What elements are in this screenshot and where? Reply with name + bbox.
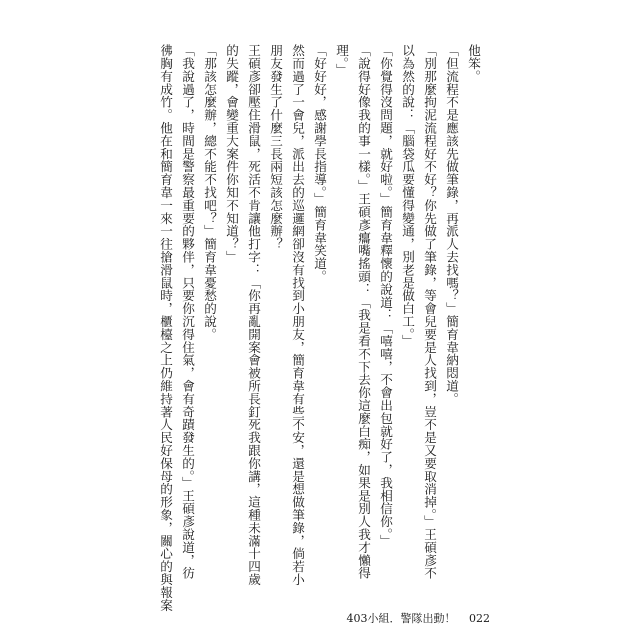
running-title: 403小組．警隊出動！: [346, 612, 456, 625]
page-number: 022: [469, 612, 490, 625]
text-column: 理。」: [334, 44, 349, 77]
text-column: 王碩彥卻壓住滑鼠，死活不肯讓他打字：「你再亂開案會被所長釘死我跟你講，這種未滿十四歲: [246, 44, 261, 586]
text-column: 「那該怎麼辦，總不能不找吧？」簡育韋憂愁的說。: [202, 44, 217, 341]
text-column: 以為然的說：「腦袋瓜要懂得變通，別老是做白工。」: [400, 44, 415, 348]
text-column: 的失蹤，會變重大案件你知不知道？」: [224, 44, 239, 264]
text-column: 「但流程不是應該先做筆錄，再派人去找嗎？」簡育韋納悶道。: [444, 44, 459, 406]
text-column: 彿胸有成竹。他在和簡育韋一來一往搶滑鼠時，櫃檯之上仍維持著人民好保母的形象，關心的與報案: [158, 44, 173, 612]
text-column: 然而過了一會兒，派出去的巡邏網卻沒有找到小朋友，簡育韋有些不安，還是想做筆錄，倘若小: [290, 44, 305, 586]
text-column: 「好好好，感謝學長指導。」簡育韋笑道。: [312, 44, 327, 283]
text-column: 「別那麼拘泥流程好不好？你先做了筆錄，等會兒要是人找到，豈不是又要取消掉。」王碩彥不: [422, 44, 437, 580]
text-column: 「你覺得沒問題，就好啦。」簡育韋釋懷的說道：「嘻嘻，不會出包就好了，我相信你。」: [378, 44, 393, 548]
page-footer: [347, 610, 491, 626]
text-column: 朋友發生了什麼三長兩短該怎麼辦？: [268, 44, 283, 251]
text-column: 「我說過了，時間是警察最重要的夥伴，只要你沉得住氣，會有奇蹟發生的。」王碩彥說道，彷: [180, 44, 195, 580]
body-text: [158, 44, 482, 612]
text-column: 他笨。: [466, 44, 481, 83]
text-column: 「說得好像我的事一樣。」王碩彥癟嘴搖頭：「我是看不下去你這麼白痴，如果是別人我才懶得: [356, 44, 371, 580]
